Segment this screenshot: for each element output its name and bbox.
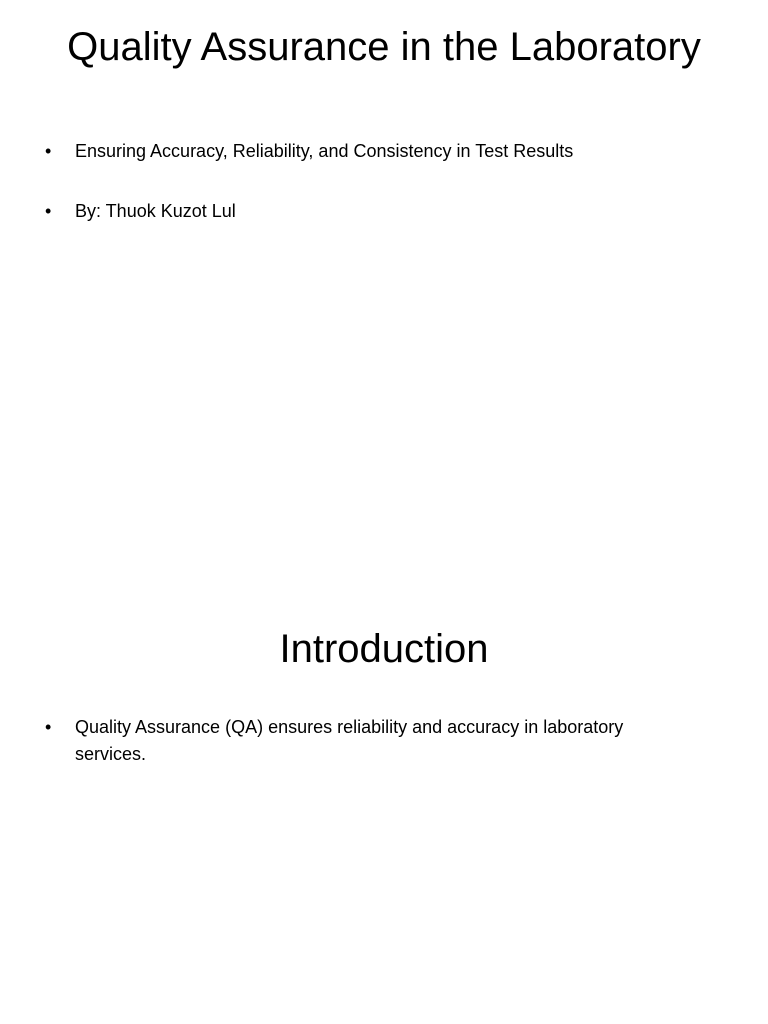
slide-introduction bbox=[0, 600, 768, 1024]
bullet-list bbox=[0, 714, 768, 801]
bullet-text: Quality Assurance (QA) ensures reliability and accuracy in laboratory services. bbox=[75, 717, 624, 764]
bullet-icon: • bbox=[45, 201, 52, 221]
bullet-list bbox=[0, 138, 768, 258]
bullet-text: By: Thuok Kuzot Lul bbox=[75, 201, 236, 221]
slide-title: Introduction bbox=[279, 627, 489, 671]
slide-title: Quality Assurance in the Laboratory bbox=[67, 25, 701, 69]
bullet-icon: • bbox=[45, 717, 52, 737]
bullet-icon: • bbox=[45, 141, 52, 161]
bullet-text: Ensuring Accuracy, Reliability, and Consistency in Test Results bbox=[75, 141, 574, 161]
bullet-item bbox=[0, 198, 768, 225]
bullet-item bbox=[0, 138, 768, 165]
bullet-item bbox=[0, 714, 768, 768]
